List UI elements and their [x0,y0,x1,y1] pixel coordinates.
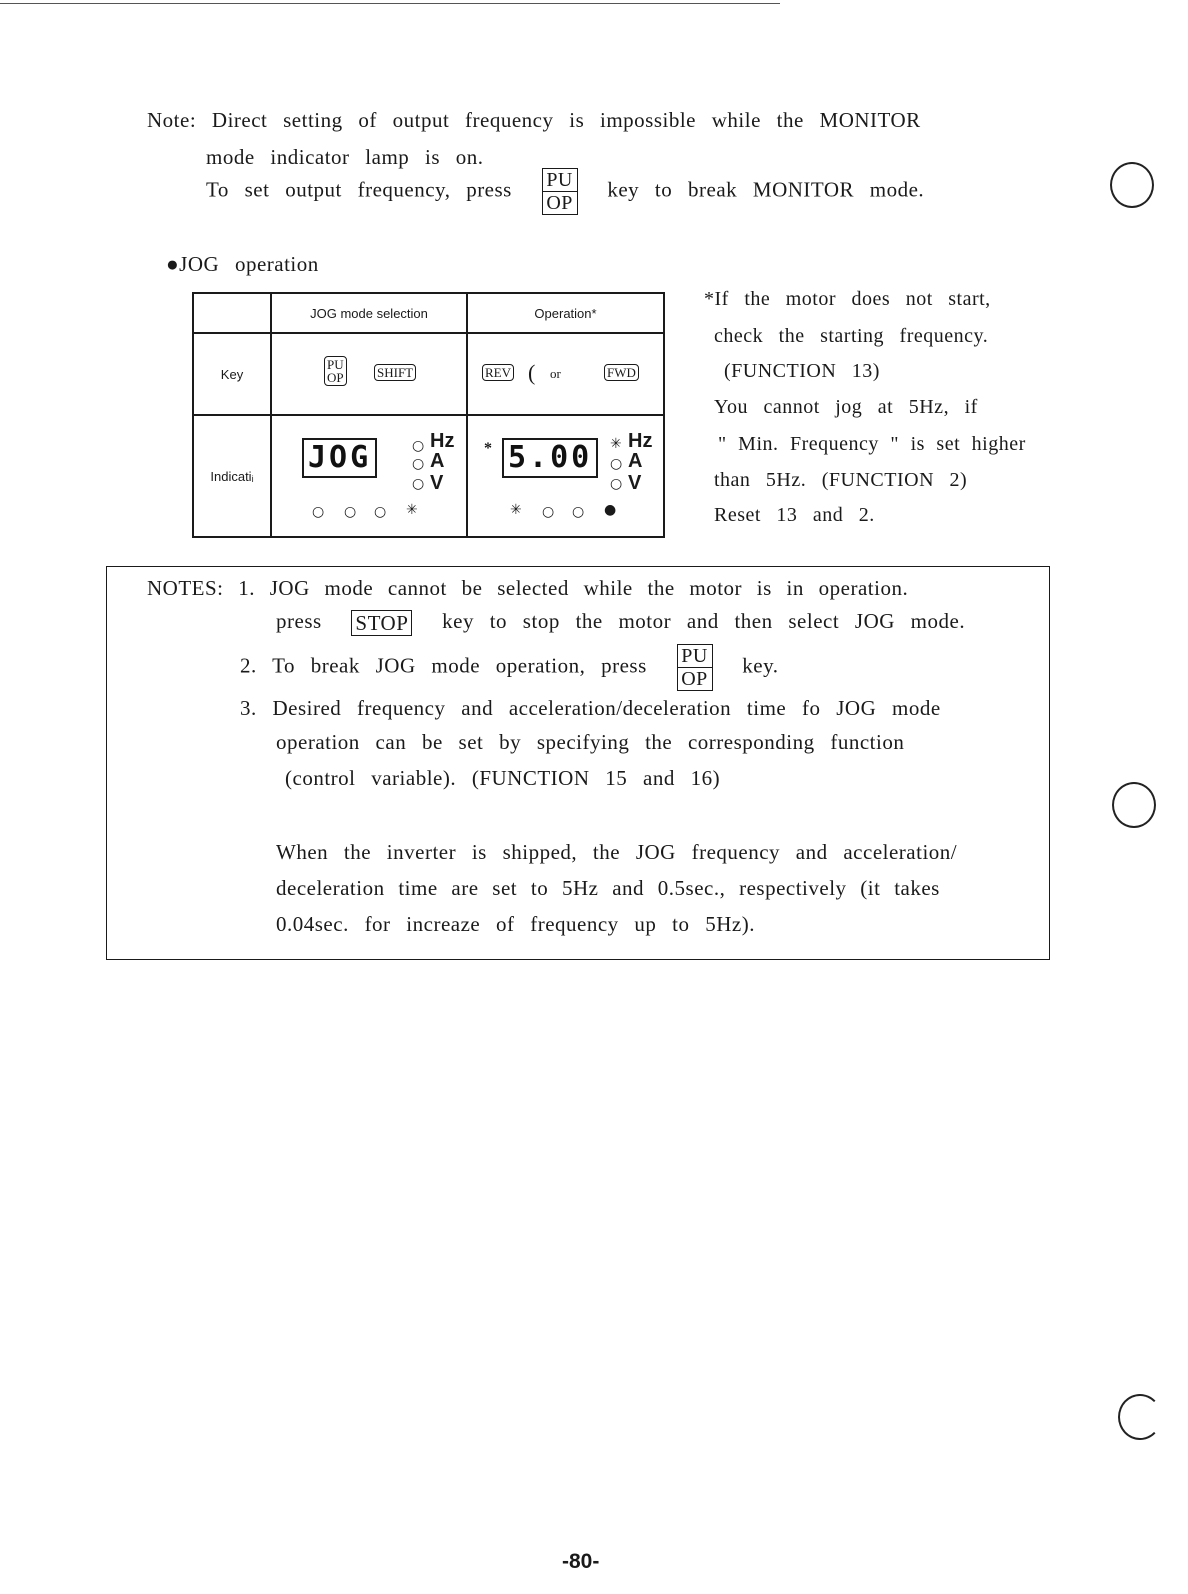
lamp-off-icon: ○ [412,438,425,454]
side-note-line5: " Min. Frequency " is set higher [718,433,1026,455]
or-label: or [550,366,561,381]
lamp-off-icon: ○ [610,476,623,492]
operation-indication-cell [467,415,664,537]
lamp-on-icon: ● [604,502,617,518]
note-2-after: key. [742,653,779,678]
lamp-on-icon: ✳ [510,502,522,518]
unit-a: A [628,450,643,472]
shift-key: SHIFT [374,364,416,381]
jog-indication-cell [271,415,467,537]
fwd-key: FWD [604,364,639,381]
unit-hz: Hz [430,430,455,452]
note-3-line3: (control variable). (FUNCTION 15 and 16) [285,766,721,790]
note-2-before: 2. To break JOG mode operation, press [240,653,647,678]
lcd-jog-display: JOG [302,438,377,478]
pu-label: PU [678,645,712,668]
op-label: OP [546,192,573,214]
col-header-jog-mode: JOG mode selection [271,293,467,333]
side-note-line7: Reset 13 and 2. [714,504,875,526]
lamp-off-icon: ○ [610,456,623,472]
lamp-off-icon: ○ [412,476,425,492]
rev-key: REV [482,364,514,381]
row-label-key: Key [193,333,271,415]
binder-hole [1118,1394,1162,1440]
pu-op-mini-key [324,356,347,386]
lamp-off-icon: ○ [412,456,425,472]
note-3-line2: operation can be set by specifying the corresponding function [276,730,905,754]
side-note-line4: You cannot jog at 5Hz, if [714,396,978,418]
lamp-off-icon: ○ [542,504,555,520]
note-3-line1: 3. Desired frequency and acceleration/deceleration time fo JOG mode [240,696,941,720]
mini-pu-label: PU [327,357,344,372]
side-note-line1: *If the motor does not start, [704,288,991,310]
unit-v: V [628,472,642,494]
jog-operation-table [192,292,665,538]
op-label: OP [681,668,708,690]
top-note-line3-after: key to break MONITOR mode. [607,177,925,202]
top-note-line2: mode indicator lamp is on. [206,145,484,169]
pu-op-key [677,644,713,691]
lamp-on-icon: ✳ [406,502,418,518]
pu-op-key [542,168,578,215]
top-note-line3-before: To set output frequency, press [206,177,512,202]
binder-hole [1110,162,1154,208]
note-4-line1: When the inverter is shipped, the JOG frequency and acceleration/ [276,840,958,864]
note-4-line2: deceleration time are set to 5Hz and 0.5sec., respectively (it takes [276,876,940,900]
binder-hole [1112,782,1156,828]
top-note-line1: Note: Direct setting of output frequency is impossible while the MONITOR [147,108,921,132]
page-number: -80- [562,1550,600,1573]
mini-op-label: OP [327,370,344,385]
note-2 [240,644,778,691]
side-note-line2: check the starting frequency. [714,325,989,347]
col-header-operation: Operation* [467,293,664,333]
jog-heading: ●JOG operation [166,252,319,276]
side-note-line6: than 5Hz. (FUNCTION 2) [714,469,968,491]
note-1-line1: NOTES: 1. JOG mode cannot be selected while the motor is in operation. [147,576,909,600]
jog-keys-cell [271,333,467,415]
note-1-line2-before: press [276,609,322,633]
unit-a: A [430,450,445,472]
lamp-off-icon: ○ [572,504,585,520]
table-corner [193,293,271,333]
note-1-line2-after: key to stop the motor and then select JOG mode. [442,609,966,633]
operation-keys-cell [467,333,664,415]
unit-v: V [430,472,444,494]
note-4-line3: 0.04sec. for increaze of frequency up to 5Hz). [276,912,755,936]
pu-label: PU [543,169,577,192]
lamp-on-icon: ✳ [610,436,622,452]
blink-asterisk: * [484,440,492,457]
lamp-off-icon: ○ [312,504,325,520]
lamp-off-icon: ○ [374,504,387,520]
lamp-off-icon: ○ [344,504,357,520]
paren-glyph: ( [528,360,536,385]
unit-hz: Hz [628,430,653,452]
top-note-line3 [206,168,924,215]
stop-key: STOP [351,610,412,636]
note-1-line2 [276,609,965,636]
side-note-line3: (FUNCTION 13) [724,360,880,382]
row-label-indication: Indicatiᵢ [193,415,271,537]
top-rule [0,3,780,4]
lcd-frequency-display: 5.00 [502,438,598,478]
